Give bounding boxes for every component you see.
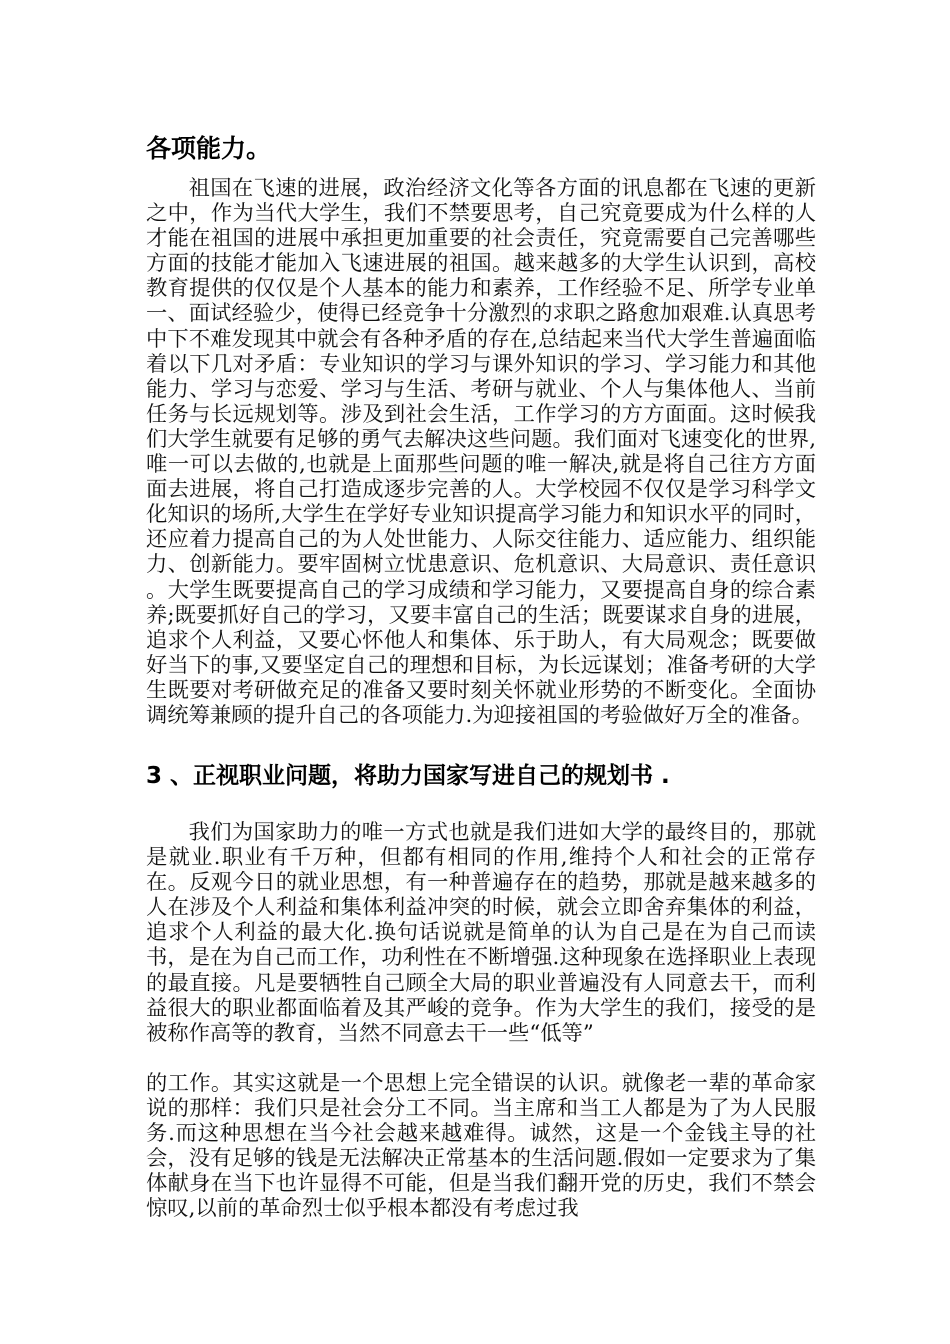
body-block-2 — [146, 820, 816, 1046]
body-block-3 — [146, 1071, 816, 1222]
paragraph-continued: 的工作。其实这就是一个思想上完全错误的认识。就像老一辈的革命家说的那样：我们只是社会分工不同。当主席和当工人都是为了为人民服务.而这种思想在当今社会越来越难得。诚然，这是一个金钱主导的社会，没有足够的钱是无法解决正常基本的生活问题.假如一定要求为了集体献身在当下也许显得不可能，但是当我们翻开党的历史，我们不禁会惊叹,以前的革命烈士似乎根本都没有考虑过我 — [146, 1071, 816, 1222]
section-heading: 3 、正视职业问题，将助力国家写进自己的规划书 . — [146, 763, 670, 789]
body-block-1 — [146, 176, 816, 728]
top-heading: 各项能力。 — [146, 134, 272, 163]
paragraph: 祖国在飞速的进展，政治经济文化等各方面的讯息都在飞速的更新之中，作为当代大学生，我们不禁要思考，自己究竟要成为什么样的人才能在祖国的进展中承担更加重要的社会责任，究竟需要自己完善哪些方面的技能才能加入飞速进展的祖国。越来越多的大学生认识到，高校教育提供的仅仅是个人基本的能力和素养，工作经验不足、所学专业单一、面试经验少，使得已经竞争十分激烈的求职之路愈加艰难.认真思考中下不难发现其中就会有各种矛盾的存在,总结起来当代大学生普遍面临着以下几对矛盾：专业知识的学习与课外知识的学习、学习能力和其他能力、学习与恋爱、学习与生活、考研与就业、个人与集体他人、当前任务与长远规划等。涉及到社会生活，工作学习的方方面面。这时候我们大学生就要有足够的勇气去解决这些问题。我们面对飞速变化的世界,唯一可以去做的,也就是上面那些问题的唯一解决,就是将自己往方方面面去进展，将自己打造成逐步完善的人。大学校园不仅仅是学习科学文化知识的场所,大学生在学好专业知识提高学习能力和知识水平的同时，还应着力提高自己的为人处世能力、人际交往能力、适应能力、组织能力、创新能力。要牢固树立忧患意识、危机意识、大局意识、责任意识 。大学生既要提高自己的学习成绩和学习能力，又要提高自身的综合素养;既要抓好自己的学习，又要丰富自己的生活；既要谋求自身的进展，追求个人利益，又要心怀他人和集体、乐于助人，有大局观念；既要做好当下的事,又要坚定自己的理想和目标，为长远谋划；准备考研的大学生既要对考研做充足的准备又要时刻关怀就业形势的不断变化。全面协调统筹兼顾的提升自己的各项能力.为迎接祖国的考验做好万全的准备。 — [146, 176, 816, 728]
paragraph: 我们为国家助力的唯一方式也就是我们进如大学的最终目的，那就是就业.职业有千万种，但都有相同的作用,维持个人和社会的正常存在。反观今日的就业思想，有一种普遍存在的趋势，那就是越来越多的人在涉及个人利益和集体利益冲突的时候，就会立即舍弃集体的利益，追求个人利益的最大化.换句话说就是简单的认为自己是在为自己而读书，是在为自己而工作，功利性在不断增强.这种现象在选择职业上表现的最直接。凡是要牺牲自己顾全大局的职业普遍没有人同意去干，而利益很大的职业都面临着及其严峻的竞争。作为大学生的我们，接受的是被称作高等的教育，当然不同意去干一些“低等” — [146, 820, 816, 1046]
